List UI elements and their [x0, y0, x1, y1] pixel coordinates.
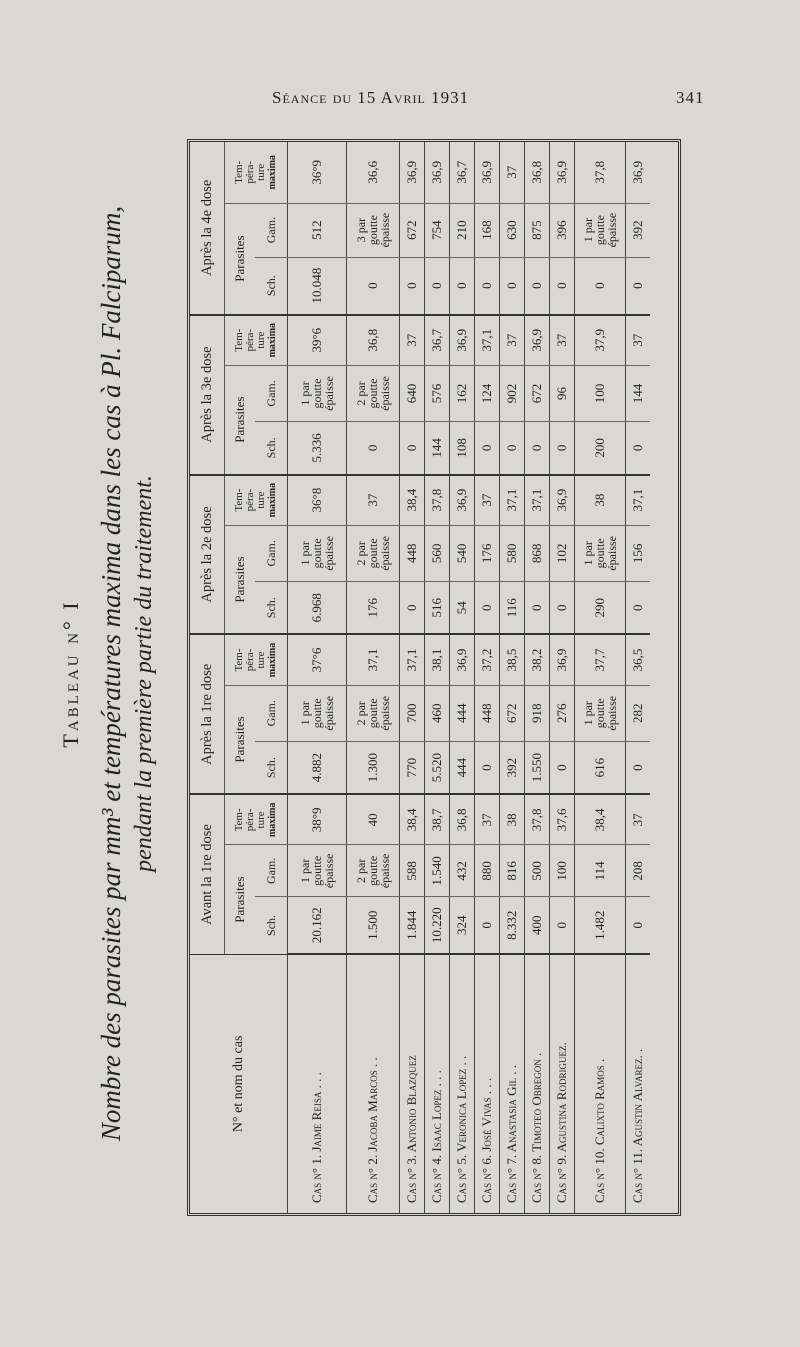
sch-cell: 392 — [500, 741, 525, 794]
gam-cell: 102 — [550, 525, 575, 581]
gam-cell: 640 — [400, 365, 425, 421]
sch-cell: 0 — [626, 257, 651, 315]
temperature-cell: 37,8 — [525, 794, 550, 845]
gam-cell: 754 — [425, 203, 450, 257]
sch-cell: 0 — [525, 582, 550, 635]
temperature-cell: 38,1 — [425, 634, 450, 685]
gam-cell: 672 — [525, 365, 550, 421]
sch-cell: 1.844 — [400, 897, 425, 955]
gam-cell: 396 — [550, 203, 575, 257]
table-caption-line1: Nombre des parasites par mm³ et températures maxima dans les cas à Pl. Falciparum, — [96, 205, 126, 1142]
table-row — [550, 142, 575, 1213]
gam-cell: 2 par goutte épaisse — [347, 685, 400, 741]
group-header: Après la 3e dose — [190, 315, 225, 475]
temperature-cell: 37 — [475, 475, 500, 526]
sch-cell: 0 — [475, 422, 500, 475]
sch-cell: 8.332 — [500, 897, 525, 955]
table-caption-line2: pendant la première partie du traitement. — [131, 475, 157, 872]
temperature-cell: 37 — [500, 142, 525, 203]
gam-cell: 672 — [400, 203, 425, 257]
temperature-cell: 36,9 — [550, 475, 575, 526]
sch-cell: 0 — [425, 257, 450, 315]
temperature-cell: 36,9 — [475, 142, 500, 203]
group-header: Après la 4e dose — [190, 142, 225, 315]
case-name-cell: Cas n° 4. Isaac Lopez . . . — [425, 954, 450, 1213]
gam-cell: 210 — [450, 203, 475, 257]
temperature-cell: 38,2 — [525, 634, 550, 685]
sch-cell: 0 — [575, 257, 626, 315]
sch-cell: 0 — [525, 422, 550, 475]
sch-cell: 1.550 — [525, 741, 550, 794]
sch-cell: 0 — [500, 257, 525, 315]
group-header: Après la 1re dose — [190, 634, 225, 794]
temperature-header: Tem- péra- ture maxima — [225, 142, 288, 203]
temperature-cell: 37 — [500, 315, 525, 366]
gam-cell: 276 — [550, 685, 575, 741]
sch-cell: 0 — [626, 897, 651, 955]
sch-cell: 0 — [400, 582, 425, 635]
temperature-cell: 37,8 — [575, 142, 626, 203]
gam-cell: 100 — [550, 845, 575, 897]
temperature-cell: 38,4 — [400, 794, 425, 845]
temperature-cell: 37,1 — [475, 315, 500, 366]
case-column-header: N° et nom du cas — [190, 954, 288, 1213]
sch-cell: 0 — [400, 422, 425, 475]
sch-cell: 770 — [400, 741, 425, 794]
temperature-cell: 36,5 — [626, 634, 651, 685]
table-row — [288, 142, 347, 1213]
gam-cell: 448 — [400, 525, 425, 581]
sch-cell: 0 — [475, 257, 500, 315]
gam-cell: 1 par goutte épaisse — [288, 525, 347, 581]
sch-cell: 200 — [575, 422, 626, 475]
temperature-cell: 38°9 — [288, 794, 347, 845]
temperature-cell: 37,1 — [626, 475, 651, 526]
gam-cell: 500 — [525, 845, 550, 897]
temperature-cell: 39°6 — [288, 315, 347, 366]
gam-cell: 3 par goutte épaisse — [347, 203, 400, 257]
sch-cell: 0 — [550, 422, 575, 475]
gam-cell: 880 — [475, 845, 500, 897]
temperature-cell: 36,8 — [347, 315, 400, 366]
parasites-header: Parasites — [225, 365, 256, 474]
gam-cell: 1 par goutte épaisse — [575, 203, 626, 257]
temperature-cell: 37,7 — [575, 634, 626, 685]
case-name-cell: Cas n° 6. José Vivas . . . — [475, 954, 500, 1213]
temperature-cell: 37,1 — [500, 475, 525, 526]
sch-cell: 6.968 — [288, 582, 347, 635]
gam-cell: 124 — [475, 365, 500, 421]
temperature-cell: 36,8 — [525, 142, 550, 203]
gam-cell: 2 par goutte épaisse — [347, 525, 400, 581]
gam-header: Gam. — [255, 845, 288, 897]
temperature-cell: 38 — [575, 475, 626, 526]
sch-cell: 516 — [425, 582, 450, 635]
temperature-cell: 36,9 — [400, 142, 425, 203]
table-titles — [50, 131, 180, 1216]
gam-cell: 282 — [626, 685, 651, 741]
temperature-cell: 37 — [347, 475, 400, 526]
table-row — [626, 142, 651, 1213]
temperature-cell: 36,9 — [425, 142, 450, 203]
case-name-cell: Cas n° 3. Antonio Blazquez — [400, 954, 425, 1213]
case-name-cell: Cas n° 1. Jaime Reisa . . . — [288, 954, 347, 1213]
gam-cell: 1 par goutte épaisse — [575, 525, 626, 581]
gam-cell: 460 — [425, 685, 450, 741]
case-name-cell: Cas n° 8. Timoteo Obregon . — [525, 954, 550, 1213]
table-number: Tableau n° I — [58, 599, 83, 748]
temperature-cell: 37 — [475, 794, 500, 845]
gam-cell: 576 — [425, 365, 450, 421]
temperature-cell: 36°8 — [288, 475, 347, 526]
gam-cell: 902 — [500, 365, 525, 421]
case-name-cell: Cas n° 7. Anastasia Gil . . — [500, 954, 525, 1213]
gam-cell: 2 par goutte épaisse — [347, 365, 400, 421]
sch-cell: 0 — [347, 257, 400, 315]
data-table-frame — [187, 139, 681, 1216]
sch-cell: 616 — [575, 741, 626, 794]
gam-cell: 816 — [500, 845, 525, 897]
temperature-cell: 37,2 — [475, 634, 500, 685]
parasites-header: Parasites — [232, 876, 247, 923]
temperature-cell: 38,5 — [500, 634, 525, 685]
sch-cell: 0 — [347, 422, 400, 475]
gam-header: Gam. — [255, 365, 288, 421]
sch-cell: 5.520 — [425, 741, 450, 794]
gam-cell: 444 — [450, 685, 475, 741]
gam-cell: 162 — [450, 365, 475, 421]
gam-cell: 630 — [500, 203, 525, 257]
table-row — [500, 142, 525, 1213]
table-row — [400, 142, 425, 1213]
case-name-cell: Cas n° 9. Agustina Rodriguez. — [550, 954, 575, 1213]
temperature-cell: 38,4 — [400, 475, 425, 526]
sch-cell: 0 — [475, 897, 500, 955]
temperature-cell: 37 — [550, 315, 575, 366]
sch-cell: 0 — [450, 257, 475, 315]
sch-cell: 324 — [450, 897, 475, 955]
sch-header: Sch. — [255, 257, 288, 315]
temperature-cell: 36,6 — [347, 142, 400, 203]
gam-cell: 700 — [400, 685, 425, 741]
case-name-cell: Cas n° 2. Jacoba Marcos . . — [347, 954, 400, 1213]
sch-cell: 144 — [425, 422, 450, 475]
sch-cell: 10.220 — [425, 897, 450, 955]
sch-cell: 176 — [347, 582, 400, 635]
table-row — [525, 142, 550, 1213]
gam-cell: 1 par goutte épaisse — [288, 685, 347, 741]
gam-cell: 512 — [288, 203, 347, 257]
gam-header: Gam. — [255, 203, 288, 257]
temperature-cell: 36,9 — [626, 142, 651, 203]
case-name-cell: Cas n° 5. Veronica Lopez . . — [450, 954, 475, 1213]
gam-cell: 588 — [400, 845, 425, 897]
temperature-cell: 38 — [500, 794, 525, 845]
temperature-cell: 37,9 — [575, 315, 626, 366]
gam-cell: 100 — [575, 365, 626, 421]
sch-cell: 20.162 — [288, 897, 347, 955]
sch-cell: 0 — [626, 582, 651, 635]
temperature-cell: 37 — [626, 315, 651, 366]
gam-cell: 176 — [475, 525, 500, 581]
sch-cell: 4.882 — [288, 741, 347, 794]
sch-cell: 0 — [626, 741, 651, 794]
temperature-cell: 36,9 — [550, 634, 575, 685]
temperature-cell: 36,9 — [450, 634, 475, 685]
temperature-cell: 36,9 — [450, 315, 475, 366]
gam-cell: 1 par goutte épaisse — [575, 685, 626, 741]
gam-cell: 208 — [626, 845, 651, 897]
temperature-cell: 37°6 — [288, 634, 347, 685]
temperature-cell: 36,7 — [425, 315, 450, 366]
temperature-cell: 37 — [400, 315, 425, 366]
sch-cell: 0 — [626, 422, 651, 475]
gam-cell: 168 — [475, 203, 500, 257]
page-number: 341 — [676, 88, 705, 107]
gam-cell: 1 par goutte épaisse — [288, 845, 347, 897]
data-table — [190, 142, 650, 1213]
sch-cell: 116 — [500, 582, 525, 635]
gam-cell: 2 par goutte épaisse — [347, 845, 400, 897]
parasites-header: Parasites — [225, 685, 256, 794]
temperature-cell: 37,1 — [400, 634, 425, 685]
temperature-cell: 36,8 — [450, 794, 475, 845]
temperature-cell: 37 — [626, 794, 651, 845]
gam-cell: 96 — [550, 365, 575, 421]
temperature-cell: 37,8 — [425, 475, 450, 526]
case-name-cell: Cas n° 10. Calixto Ramos . — [575, 954, 626, 1213]
gam-cell: 540 — [450, 525, 475, 581]
group-header: Après la 2e dose — [190, 475, 225, 635]
sch-header: Sch. — [255, 741, 288, 794]
table-body — [288, 142, 651, 1213]
temperature-header: Tem- péra- ture maxima — [225, 634, 288, 685]
sch-cell: 0 — [550, 897, 575, 955]
sch-cell: 1.482 — [575, 897, 626, 955]
sch-cell: 0 — [550, 741, 575, 794]
sch-cell: 290 — [575, 582, 626, 635]
gam-cell: 672 — [500, 685, 525, 741]
temperature-cell: 38,4 — [575, 794, 626, 845]
sch-cell: 0 — [500, 422, 525, 475]
running-header — [0, 88, 800, 118]
table-row — [450, 142, 475, 1213]
temperature-cell: 36,9 — [450, 475, 475, 526]
gam-cell: 868 — [525, 525, 550, 581]
gam-cell: 875 — [525, 203, 550, 257]
gam-cell: 448 — [475, 685, 500, 741]
sch-cell: 5.336 — [288, 422, 347, 475]
gam-cell: 1.540 — [425, 845, 450, 897]
rotated-table-area — [50, 131, 690, 1216]
sch-cell: 54 — [450, 582, 475, 635]
temperature-cell: 37,6 — [550, 794, 575, 845]
temperature-cell: 37,1 — [525, 475, 550, 526]
sch-cell: 0 — [550, 257, 575, 315]
sch-cell: 0 — [550, 582, 575, 635]
parasites-header: Parasites — [225, 525, 256, 634]
gam-cell: 580 — [500, 525, 525, 581]
sch-cell: 400 — [525, 897, 550, 955]
sch-cell: 0 — [475, 582, 500, 635]
sch-cell: 444 — [450, 741, 475, 794]
sch-cell: 1.500 — [347, 897, 400, 955]
sch-header: Sch. — [255, 582, 288, 635]
temperature-cell: 36,9 — [550, 142, 575, 203]
gam-cell: 156 — [626, 525, 651, 581]
sch-cell: 108 — [450, 422, 475, 475]
sch-header: Sch. — [263, 914, 278, 936]
gam-cell: 114 — [575, 845, 626, 897]
temperature-cell: 36°9 — [288, 142, 347, 203]
gam-cell: 144 — [626, 365, 651, 421]
parasites-header: Parasites — [225, 203, 256, 315]
table-row — [575, 142, 626, 1213]
gam-cell: 918 — [525, 685, 550, 741]
temperature-cell: 36,9 — [525, 315, 550, 366]
gam-cell: 432 — [450, 845, 475, 897]
temperature-cell: 36,7 — [450, 142, 475, 203]
temperature-header: Tem- péra- ture maxima — [225, 315, 288, 366]
case-name-cell: Cas n° 11. Agustin Alvarez. . — [626, 954, 651, 1213]
temperature-cell: 40 — [347, 794, 400, 845]
gam-cell: 1 par goutte épaisse — [288, 365, 347, 421]
temperature-header: Tem- péra- ture maxima — [225, 794, 288, 845]
temperature-header: Tem- péra- ture maxima — [225, 475, 288, 526]
sch-cell: 0 — [400, 257, 425, 315]
gam-cell: 392 — [626, 203, 651, 257]
sch-cell: 0 — [525, 257, 550, 315]
sch-cell: 0 — [475, 741, 500, 794]
temperature-cell: 38,7 — [425, 794, 450, 845]
table-row — [425, 142, 450, 1213]
running-title: Séance du 15 Avril 1931 — [272, 88, 470, 107]
temperature-cell: 37,1 — [347, 634, 400, 685]
sch-cell: 10.048 — [288, 257, 347, 315]
sch-cell: 1.300 — [347, 741, 400, 794]
gam-header: Gam. — [255, 525, 288, 581]
table-row — [475, 142, 500, 1213]
gam-cell: 560 — [425, 525, 450, 581]
sch-header: Sch. — [255, 422, 288, 475]
group-header: Avant la 1re dose — [190, 794, 225, 954]
table-row — [347, 142, 400, 1213]
gam-header: Gam. — [255, 685, 288, 741]
